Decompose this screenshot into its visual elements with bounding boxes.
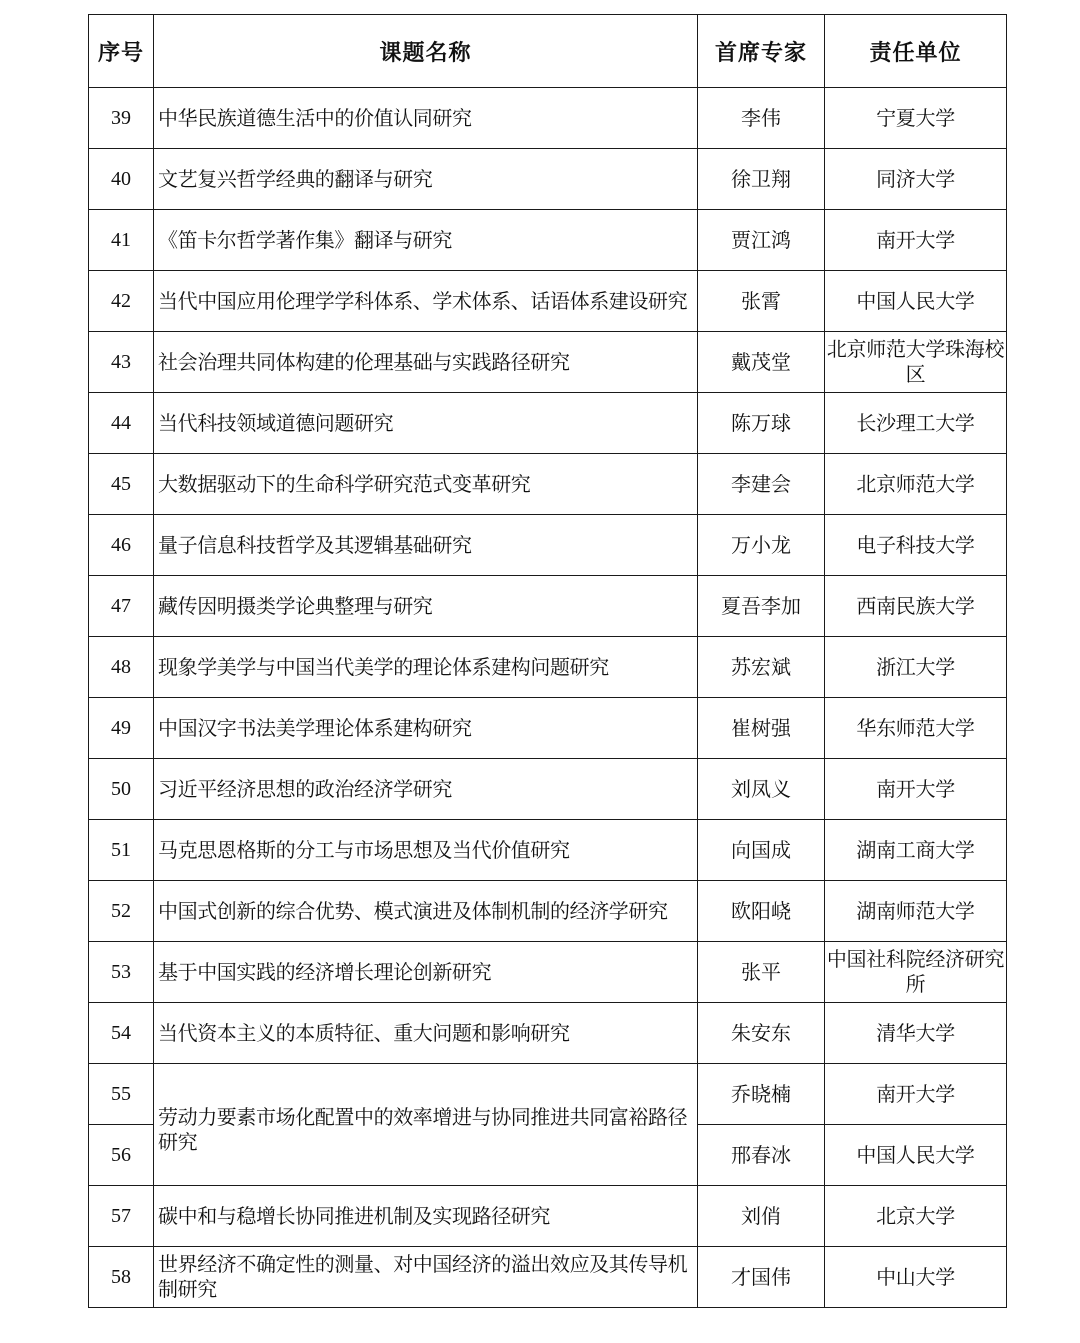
row-expert: 张平 (698, 942, 825, 1003)
row-index: 52 (89, 881, 154, 942)
row-unit: 北京师范大学 (825, 454, 1007, 515)
row-index: 40 (89, 149, 154, 210)
row-unit: 南开大学 (825, 759, 1007, 820)
row-expert: 李伟 (698, 88, 825, 149)
row-topic: 社会治理共同体构建的伦理基础与实践路径研究 (154, 332, 698, 393)
row-topic-merged: 劳动力要素市场化配置中的效率增进与协同推进共同富裕路径研究 (154, 1064, 698, 1186)
table-row (89, 1003, 1007, 1064)
row-unit: 南开大学 (825, 210, 1007, 271)
row-topic: 马克思恩格斯的分工与市场思想及当代价值研究 (154, 820, 698, 881)
row-topic: 中国汉字书法美学理论体系建构研究 (154, 698, 698, 759)
row-topic: 当代资本主义的本质特征、重大问题和影响研究 (154, 1003, 698, 1064)
row-index: 51 (89, 820, 154, 881)
table-row (89, 1186, 1007, 1247)
row-unit: 北京师范大学珠海校区 (825, 332, 1007, 393)
row-expert: 李建会 (698, 454, 825, 515)
table-row (89, 820, 1007, 881)
table-row (89, 759, 1007, 820)
table-row (89, 149, 1007, 210)
row-expert: 苏宏斌 (698, 637, 825, 698)
row-topic: 世界经济不确定性的测量、对中国经济的溢出效应及其传导机制研究 (154, 1247, 698, 1308)
row-index: 41 (89, 210, 154, 271)
row-unit: 南开大学 (825, 1064, 1007, 1125)
row-expert: 崔树强 (698, 698, 825, 759)
row-expert: 乔晓楠 (698, 1064, 825, 1125)
row-index: 42 (89, 271, 154, 332)
header-topic: 课题名称 (154, 15, 698, 88)
row-topic: 习近平经济思想的政治经济学研究 (154, 759, 698, 820)
row-expert: 刘凤义 (698, 759, 825, 820)
row-unit: 北京大学 (825, 1186, 1007, 1247)
table-row (89, 881, 1007, 942)
row-unit: 中山大学 (825, 1247, 1007, 1308)
row-topic: 当代中国应用伦理学学科体系、学术体系、话语体系建设研究 (154, 271, 698, 332)
table-row (89, 454, 1007, 515)
table-header-row (89, 15, 1007, 88)
row-index: 58 (89, 1247, 154, 1308)
row-unit: 同济大学 (825, 149, 1007, 210)
row-unit: 宁夏大学 (825, 88, 1007, 149)
row-expert: 陈万球 (698, 393, 825, 454)
table-row (89, 393, 1007, 454)
row-index: 49 (89, 698, 154, 759)
row-unit: 浙江大学 (825, 637, 1007, 698)
table-row (89, 1247, 1007, 1308)
project-table (88, 14, 1007, 1308)
row-expert: 贾江鸿 (698, 210, 825, 271)
table-row (89, 210, 1007, 271)
row-topic: 基于中国实践的经济增长理论创新研究 (154, 942, 698, 1003)
row-topic: 当代科技领域道德问题研究 (154, 393, 698, 454)
row-topic: 文艺复兴哲学经典的翻译与研究 (154, 149, 698, 210)
table-row (89, 637, 1007, 698)
row-expert: 徐卫翔 (698, 149, 825, 210)
table-row (89, 576, 1007, 637)
row-topic: 现象学美学与中国当代美学的理论体系建构问题研究 (154, 637, 698, 698)
project-list-page (88, 14, 1006, 1308)
table-row (89, 271, 1007, 332)
row-unit: 中国人民大学 (825, 271, 1007, 332)
row-index: 55 (89, 1064, 154, 1125)
row-index: 50 (89, 759, 154, 820)
row-index: 57 (89, 1186, 154, 1247)
table-row (89, 332, 1007, 393)
row-expert: 邢春冰 (698, 1125, 825, 1186)
row-unit: 华东师范大学 (825, 698, 1007, 759)
row-topic: 中华民族道德生活中的价值认同研究 (154, 88, 698, 149)
row-index: 54 (89, 1003, 154, 1064)
row-index: 53 (89, 942, 154, 1003)
header-unit: 责任单位 (825, 15, 1007, 88)
table-row (89, 1064, 1007, 1125)
row-index: 46 (89, 515, 154, 576)
row-unit: 中国社科院经济研究所 (825, 942, 1007, 1003)
header-index: 序号 (89, 15, 154, 88)
row-index: 43 (89, 332, 154, 393)
table-row (89, 88, 1007, 149)
row-expert: 戴茂堂 (698, 332, 825, 393)
row-topic: 碳中和与稳增长协同推进机制及实现路径研究 (154, 1186, 698, 1247)
row-unit: 湖南工商大学 (825, 820, 1007, 881)
row-expert: 朱安东 (698, 1003, 825, 1064)
row-index: 44 (89, 393, 154, 454)
row-expert: 才国伟 (698, 1247, 825, 1308)
row-index: 39 (89, 88, 154, 149)
row-topic: 量子信息科技哲学及其逻辑基础研究 (154, 515, 698, 576)
row-unit: 长沙理工大学 (825, 393, 1007, 454)
row-unit: 电子科技大学 (825, 515, 1007, 576)
row-unit: 湖南师范大学 (825, 881, 1007, 942)
row-expert: 刘俏 (698, 1186, 825, 1247)
row-unit: 清华大学 (825, 1003, 1007, 1064)
row-topic: 大数据驱动下的生命科学研究范式变革研究 (154, 454, 698, 515)
row-topic: 《笛卡尔哲学著作集》翻译与研究 (154, 210, 698, 271)
row-topic: 中国式创新的综合优势、模式演进及体制机制的经济学研究 (154, 881, 698, 942)
row-expert: 万小龙 (698, 515, 825, 576)
row-index: 56 (89, 1125, 154, 1186)
row-expert: 夏吾李加 (698, 576, 825, 637)
row-index: 47 (89, 576, 154, 637)
row-expert: 向国成 (698, 820, 825, 881)
row-unit: 西南民族大学 (825, 576, 1007, 637)
table-row (89, 942, 1007, 1003)
row-unit: 中国人民大学 (825, 1125, 1007, 1186)
table-row (89, 515, 1007, 576)
table-row (89, 698, 1007, 759)
header-expert: 首席专家 (698, 15, 825, 88)
row-index: 48 (89, 637, 154, 698)
row-topic: 藏传因明摄类学论典整理与研究 (154, 576, 698, 637)
row-expert: 欧阳峣 (698, 881, 825, 942)
row-index: 45 (89, 454, 154, 515)
row-expert: 张霄 (698, 271, 825, 332)
